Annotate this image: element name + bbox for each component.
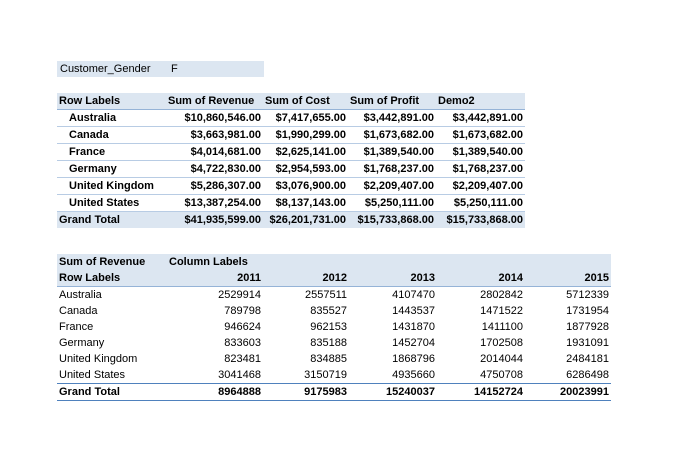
cell-value[interactable]: 834885 <box>310 353 347 365</box>
cell-value[interactable]: 1471522 <box>480 305 523 317</box>
cell-value[interactable]: 1411100 <box>481 321 523 333</box>
row-label[interactable]: Australia <box>57 110 166 127</box>
row-label[interactable]: France <box>57 144 166 161</box>
cell-value[interactable]: 1868796 <box>392 353 435 365</box>
cell-cost[interactable]: $2,954,593.00 <box>263 161 348 178</box>
cell-value[interactable]: 1443537 <box>392 305 435 317</box>
filter-value[interactable]: F <box>171 63 178 75</box>
cell-revenue[interactable]: $4,722,830.00 <box>166 161 263 178</box>
cell-revenue[interactable]: $3,663,981.00 <box>166 127 263 144</box>
cell-demo2[interactable]: $1,389,540.00 <box>436 144 525 161</box>
header-sum-of-revenue[interactable]: Sum of Revenue <box>166 93 263 110</box>
row-label[interactable]: France <box>59 321 94 333</box>
row-label[interactable]: Germany <box>59 337 105 349</box>
table-row <box>57 303 611 319</box>
cell-value[interactable]: 2014044 <box>480 353 523 365</box>
cell-value[interactable]: 1931091 <box>566 337 609 349</box>
table-row <box>57 335 611 351</box>
cell-value[interactable]: 833603 <box>224 337 261 349</box>
header-demo2[interactable]: Demo2 <box>436 93 525 110</box>
cell-profit[interactable]: $1,389,540.00 <box>348 144 436 161</box>
cell-value[interactable]: 789798 <box>224 305 261 317</box>
cell-demo2[interactable]: $5,250,111.00 <box>436 195 525 212</box>
table-row <box>57 287 611 304</box>
cell-demo2[interactable]: $2,209,407.00 <box>436 178 525 195</box>
cell-revenue[interactable]: $13,387,254.00 <box>166 195 263 212</box>
cell-cost[interactable]: $2,625,141.00 <box>263 144 348 161</box>
column-labels-header[interactable]: Column Labels <box>167 254 263 270</box>
row-label[interactable]: United States <box>57 195 166 212</box>
row-label[interactable]: Canada <box>57 127 166 144</box>
total-value[interactable]: 9175983 <box>263 384 349 401</box>
header-year[interactable]: 2013 <box>349 270 437 287</box>
cell-revenue[interactable]: $10,860,546.00 <box>166 110 263 127</box>
pivot-table-summary <box>57 93 525 228</box>
header-row <box>57 93 525 110</box>
cell-value[interactable]: 823481 <box>224 353 261 365</box>
table-row <box>57 178 525 195</box>
cell-profit[interactable]: $5,250,111.00 <box>348 195 436 212</box>
total-cost[interactable]: $26,201,731.00 <box>263 212 348 229</box>
header-sum-of-profit[interactable]: Sum of Profit <box>348 93 436 110</box>
grand-total-label[interactable]: Grand Total <box>57 212 166 229</box>
table-row <box>57 367 611 384</box>
cell-cost[interactable]: $1,990,299.00 <box>263 127 348 144</box>
row-label[interactable]: Australia <box>59 289 102 301</box>
cell-value[interactable]: 946624 <box>224 321 261 333</box>
row-label[interactable]: Canada <box>59 305 98 317</box>
cell-value[interactable]: 5712339 <box>566 289 609 301</box>
row-labels-header[interactable]: Row Labels <box>57 270 167 287</box>
total-value[interactable]: 8964888 <box>167 384 263 401</box>
cell-cost[interactable]: $7,417,655.00 <box>263 110 348 127</box>
cell-value[interactable]: 2557511 <box>304 289 347 301</box>
cell-value[interactable]: 1431870 <box>392 321 435 333</box>
cell-value[interactable]: 835188 <box>310 337 347 349</box>
header-row-labels[interactable]: Row Labels <box>57 93 166 110</box>
cell-value[interactable]: 1452704 <box>392 337 435 349</box>
cell-value[interactable]: 3150719 <box>304 369 347 381</box>
cell-value[interactable]: 1731954 <box>566 305 609 317</box>
cell-value[interactable]: 2529914 <box>218 289 261 301</box>
cell-value[interactable]: 962153 <box>310 321 347 333</box>
cell-demo2[interactable]: $1,673,682.00 <box>436 127 525 144</box>
grand-total-label[interactable]: Grand Total <box>57 384 167 401</box>
total-demo2[interactable]: $15,733,868.00 <box>436 212 525 229</box>
cell-cost[interactable]: $3,076,900.00 <box>263 178 348 195</box>
filter-field-name: Customer_Gender <box>60 63 151 75</box>
cell-demo2[interactable]: $3,442,891.00 <box>436 110 525 127</box>
cell-value[interactable]: 1702508 <box>480 337 523 349</box>
cell-profit[interactable]: $1,768,237.00 <box>348 161 436 178</box>
header-year[interactable]: 2014 <box>437 270 525 287</box>
header-year[interactable]: 2012 <box>263 270 349 287</box>
header-year[interactable]: 2015 <box>525 270 611 287</box>
table-row <box>57 195 525 212</box>
cell-value[interactable]: 6286498 <box>566 369 609 381</box>
row-label[interactable]: Germany <box>57 161 166 178</box>
values-header-row <box>57 254 611 270</box>
table-row <box>57 144 525 161</box>
cell-value[interactable]: 4107470 <box>392 289 435 301</box>
cell-demo2[interactable]: $1,768,237.00 <box>436 161 525 178</box>
cell-revenue[interactable]: $5,286,307.00 <box>166 178 263 195</box>
row-label[interactable]: United Kingdom <box>59 353 138 365</box>
table-row <box>57 127 525 144</box>
cell-profit[interactable]: $2,209,407.00 <box>348 178 436 195</box>
cell-value[interactable]: 3041468 <box>218 369 261 381</box>
total-value[interactable]: 15240037 <box>349 384 437 401</box>
total-profit[interactable]: $15,733,868.00 <box>348 212 436 229</box>
cell-value[interactable]: 2802842 <box>480 289 523 301</box>
total-value[interactable]: 20023991 <box>525 384 611 401</box>
cell-value[interactable]: 4750708 <box>480 369 523 381</box>
cell-value[interactable]: 835527 <box>310 305 347 317</box>
cell-value[interactable]: 2484181 <box>566 353 609 365</box>
cell-profit[interactable]: $3,442,891.00 <box>348 110 436 127</box>
table-row <box>57 351 611 367</box>
values-field-label[interactable]: Sum of Revenue <box>57 254 167 270</box>
grand-total-row <box>57 212 525 229</box>
grand-total-row <box>57 384 611 401</box>
column-header-row <box>57 270 611 287</box>
report-filter[interactable] <box>57 61 264 77</box>
row-label[interactable]: United States <box>59 369 126 381</box>
pivot-table-revenue-by-year <box>57 254 611 401</box>
row-label[interactable]: United Kingdom <box>57 178 166 195</box>
header-sum-of-cost[interactable]: Sum of Cost <box>263 93 348 110</box>
table-row <box>57 161 525 178</box>
cell-value[interactable]: 1877928 <box>566 321 609 333</box>
table-row <box>57 319 611 335</box>
cell-value[interactable]: 4935660 <box>392 369 435 381</box>
cell-revenue[interactable]: $4,014,681.00 <box>166 144 263 161</box>
total-value[interactable]: 14152724 <box>437 384 525 401</box>
total-revenue[interactable]: $41,935,599.00 <box>166 212 263 229</box>
table-row <box>57 110 525 127</box>
cell-cost[interactable]: $8,137,143.00 <box>263 195 348 212</box>
cell-profit[interactable]: $1,673,682.00 <box>348 127 436 144</box>
header-year[interactable]: 2011 <box>167 270 263 287</box>
